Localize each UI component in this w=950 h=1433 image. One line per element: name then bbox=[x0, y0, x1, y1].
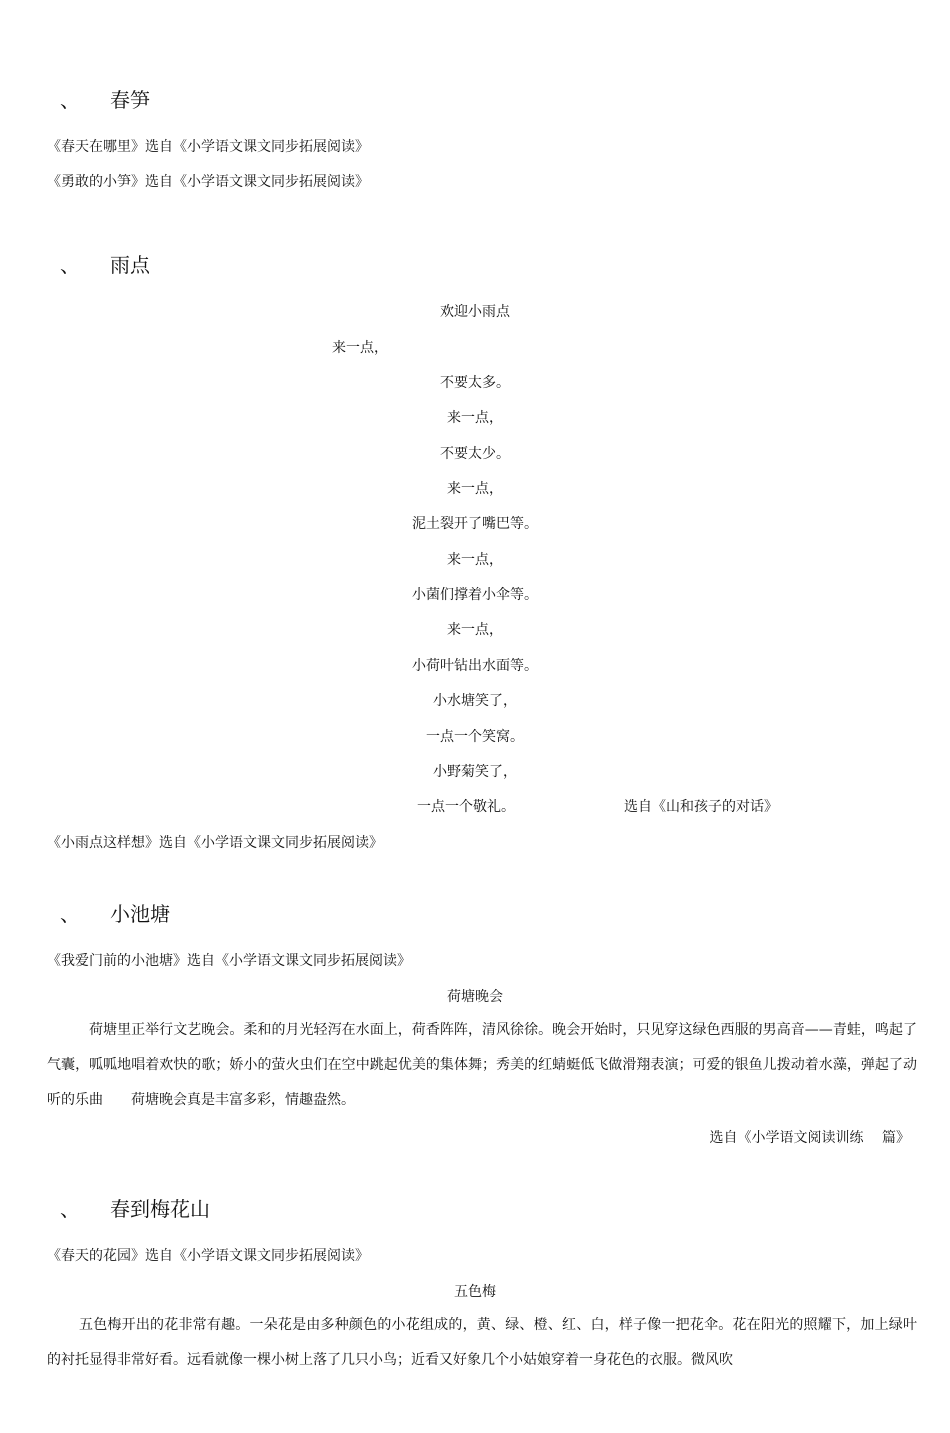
poem-line: 来一点， bbox=[447, 552, 503, 568]
poem-line: 一点一个笑窝。 bbox=[426, 729, 524, 745]
poem-line: 不要太多。 bbox=[440, 375, 510, 391]
poem-line: 小水塘笑了， bbox=[433, 693, 517, 709]
section-heading-chundaomeihuashan bbox=[60, 1193, 210, 1222]
section-heading-xiaochitang bbox=[60, 898, 170, 927]
heading-title: 小池塘 bbox=[110, 902, 170, 926]
article-body: 五色梅开出的花非常有趣。一朵花是由多种颜色的小花组成的，黄、绿、橙、红、白，样子像一把花伞。花在阳光的照耀下，加上绿叶的衬托显得非常好看。远看就像一棵小树上落了几只小鸟；近看又好象几个小姑娘穿着一身花色的衣服。微风吹 bbox=[47, 1317, 917, 1368]
poem-line: 小菌们撑着小伞等。 bbox=[412, 587, 538, 603]
section-heading-yudian bbox=[60, 249, 150, 278]
reference-line: 《我爱门前的小池塘》选自《小学语文课文同步拓展阅读》 bbox=[47, 953, 411, 969]
poem-title: 欢迎小雨点 bbox=[440, 304, 510, 320]
heading-mark: 、 bbox=[60, 902, 80, 926]
poem-line: 来一点， bbox=[447, 622, 503, 638]
heading-mark: 、 bbox=[60, 253, 80, 277]
section-heading-chunsun bbox=[60, 84, 150, 113]
poem-line: 来一点， bbox=[447, 410, 503, 426]
poem-line: 小荷叶钻出水面等。 bbox=[412, 658, 538, 674]
reference-line: 《勇敢的小笋》选自《小学语文课文同步拓展阅读》 bbox=[47, 174, 369, 190]
article-source: 选自《小学语文阅读训练 篇》 bbox=[709, 1130, 910, 1146]
article-body: 荷塘里正举行文艺晚会。柔和的月光轻泻在水面上，荷香阵阵，清风徐徐。晚会开始时，只见穿这绿色西服的男高音——青蛙，鸣起了气囊，呱呱地唱着欢快的歌；娇小的萤火虫们在空中跳起优美的集体舞；秀美的红蜻蜓低飞做滑翔表演；可爱的银鱼儿拨动着水藻，弹起了动听的乐曲 荷塘晚会真是丰富多彩，情趣盎然。 bbox=[47, 1022, 917, 1108]
poem-line: 来一点， bbox=[447, 481, 503, 497]
poem-source: 选自《山和孩子的对话》 bbox=[624, 799, 778, 815]
poem-line: 小野菊笑了， bbox=[433, 764, 517, 780]
poem-line: 来一点， bbox=[332, 340, 388, 356]
heading-mark: 、 bbox=[60, 1197, 80, 1221]
reference-line: 《春天的花园》选自《小学语文课文同步拓展阅读》 bbox=[47, 1248, 369, 1264]
article-title: 荷塘晚会 bbox=[447, 989, 503, 1005]
reference-line: 《春天在哪里》选自《小学语文课文同步拓展阅读》 bbox=[47, 139, 369, 155]
heading-title: 雨点 bbox=[110, 253, 150, 277]
poem-line: 泥土裂开了嘴巴等。 bbox=[412, 516, 538, 532]
article-title: 五色梅 bbox=[454, 1284, 496, 1300]
poem-line: 一点一个敬礼。 bbox=[417, 799, 515, 815]
poem-line: 不要太少。 bbox=[440, 446, 510, 462]
heading-mark: 、 bbox=[60, 88, 80, 112]
heading-title: 春到梅花山 bbox=[110, 1197, 210, 1221]
reference-line: 《小雨点这样想》选自《小学语文课文同步拓展阅读》 bbox=[47, 835, 383, 851]
heading-title: 春笋 bbox=[110, 88, 150, 112]
